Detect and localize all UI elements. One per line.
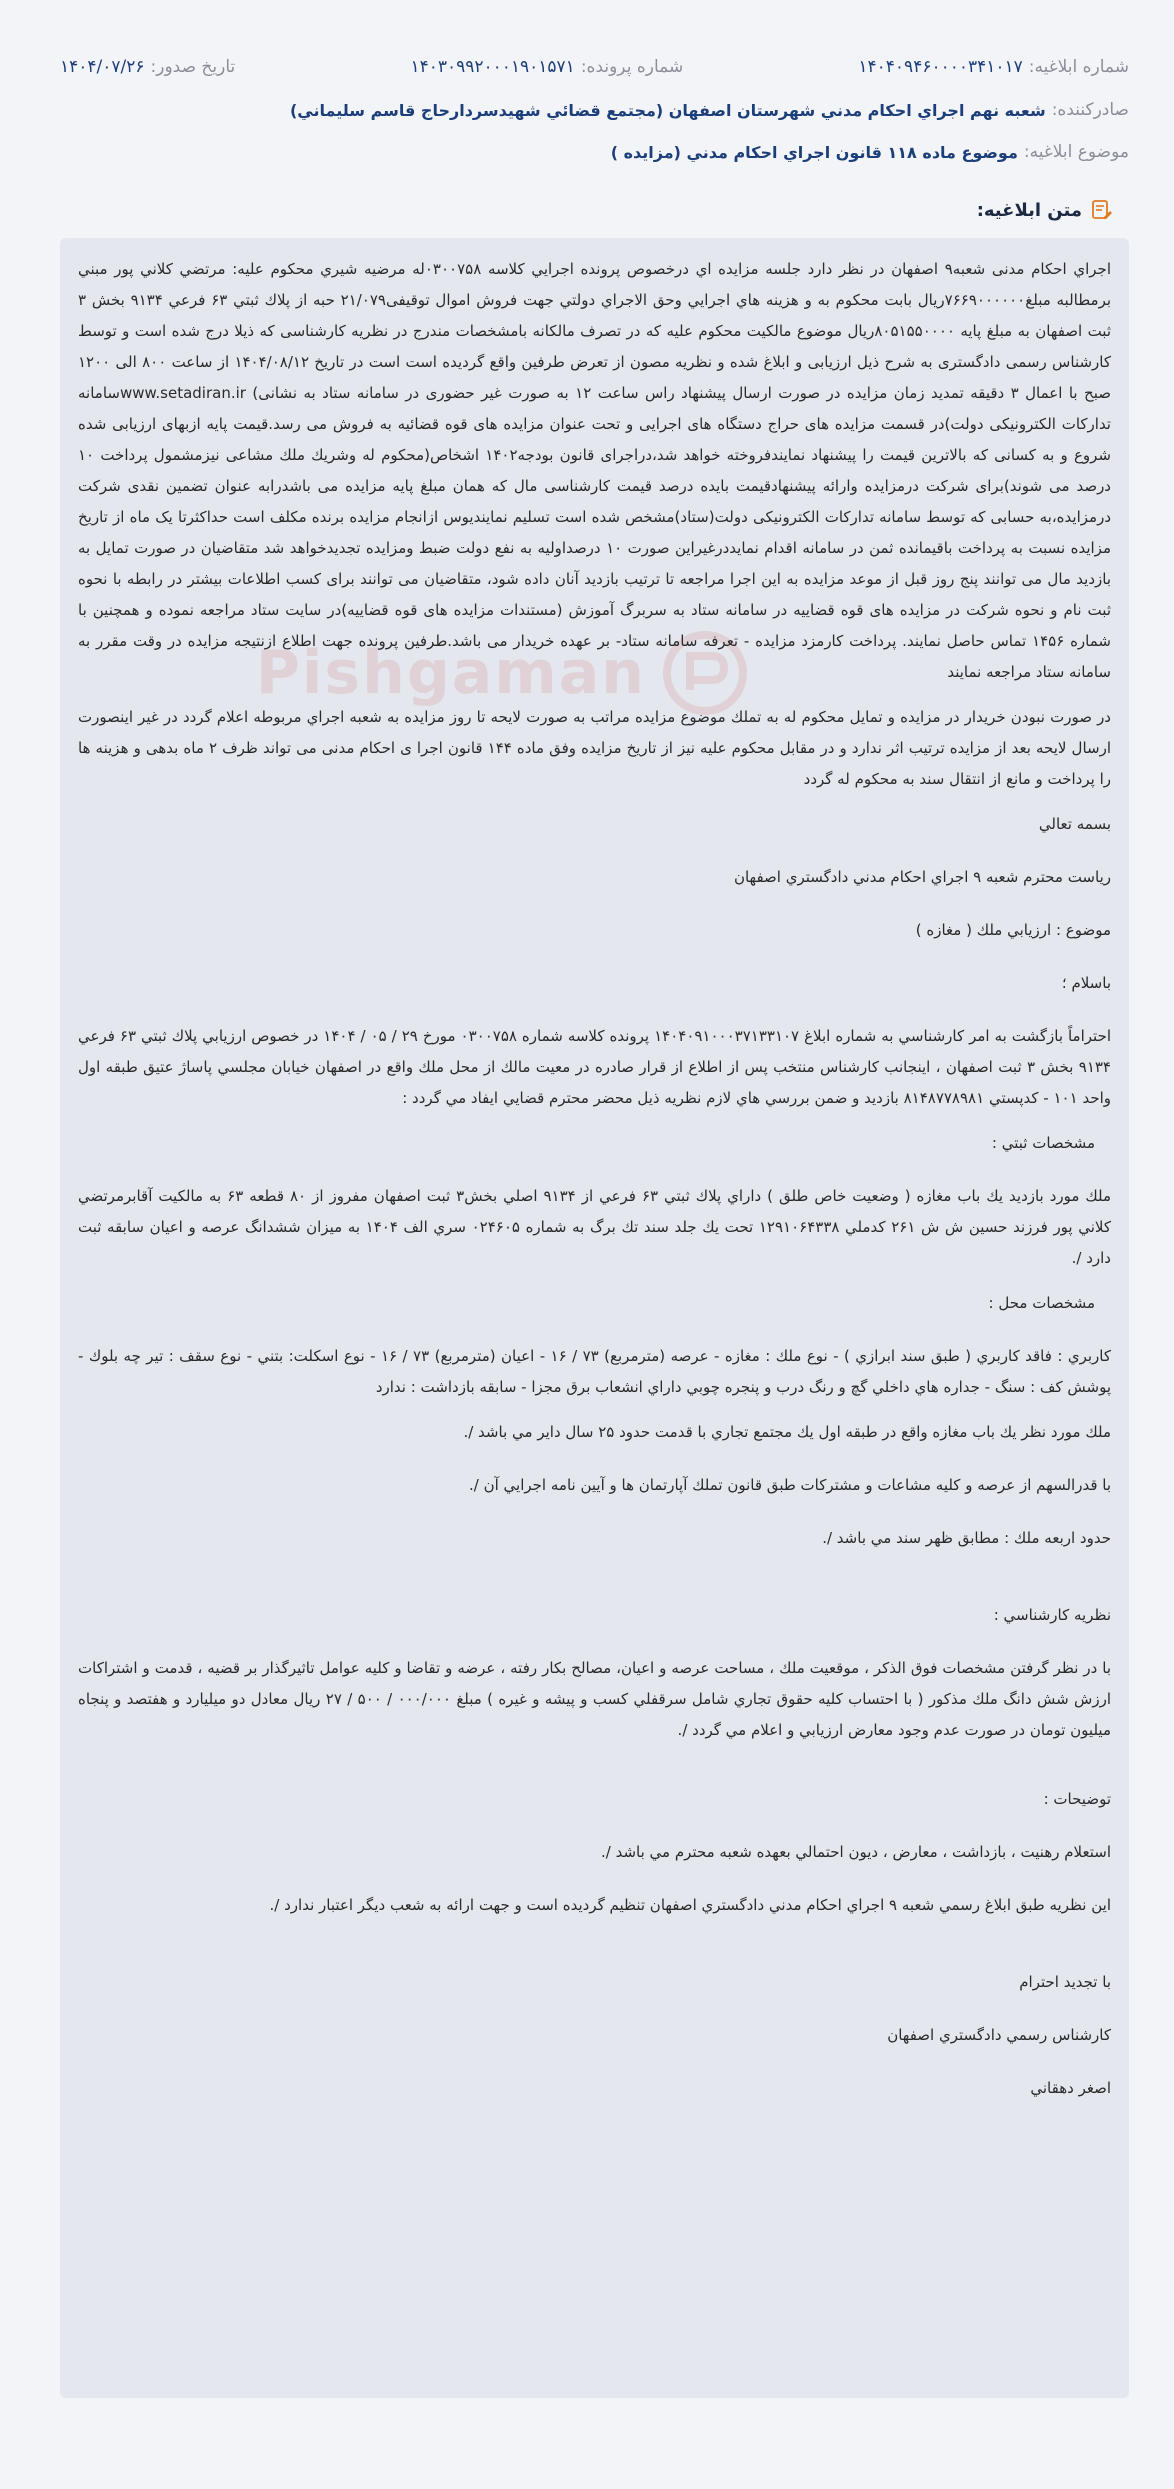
line-inquiry: استعلام رهنيت ، بازداشت ، معارض ، ديون احتمالي بعهده شعبه محترم مي باشد /. <box>601 1843 1111 1861</box>
line-boundaries: حدود اربعه ملك : مطابق ظهر سند مي باشد /. <box>822 1529 1111 1547</box>
issue-date: تاریخ صدور: ۱۴۰۴/۰۷/۲۶ <box>60 57 236 77</box>
notice-number: شماره ابلاغیه: ۱۴۰۴۰۹۴۶۰۰۰۰۳۴۱۰۱۷ <box>858 57 1129 77</box>
case-number: شماره پرونده: ۱۴۰۳۰۹۹۲۰۰۰۱۹۰۱۵۷۱ <box>410 57 684 77</box>
paragraph-location: كاربري : فاقد كاربري ( طبق سند ابرازي ) - نوع ملك : مغازه - عرصه (مترمربع) ۷۳ / ۱۶ - اعيان (مترمربع) ۷۳ / ۱۶ - نوع اسكلت: بتني - نوع سقف : تير چه بلوك - پوشش كف : سنگ - جداره هاي داخلي گچ و رنگ درب و پنجره چوبي داراي انشعاب برق مجزا - سابقه بازداشت : ندارد <box>78 1347 1111 1396</box>
document-edit-icon <box>1090 198 1114 222</box>
issuer: شعبه نهم اجراي احكام مدني شهرستان اصفهان (مجتمع قضائي شهيدسردارحاج قاسم سليماني) <box>289 100 1046 120</box>
paragraph-no-buyer: در صورت نبودن خريدار در مزايده و تمايل محكوم له به تملك موضوع مزايده مراتب به صورت لايحه تا روز مزايده به شعبه اجراي مربوطه اعلام گردد در غير اينصورت ارسال لايحه بعد از مزايده ترتيب اثر ندارد و در مقابل محكوم عليه نيز از تاريخ مزايده وفق ماده ۱۴۴ قانون اجرا ی احكام مدنی می تواند ظرف ۲ ماه بدهی و هزينه ها را پرداخت و مانع از انتقال سند به محكوم له گردد <box>78 708 1111 788</box>
line-expert-title: كارشناس رسمي دادگستري اصفهان <box>887 2026 1111 2044</box>
line-registry-specs: مشخصات ثبتي : <box>991 1134 1095 1152</box>
paragraph-valuation: با در نظر گرفتن مشخصات فوق الذكر ، موقعيت ملك ، مساحت عرصه و اعيان، مصالح بكار رفته ، عرضه و تقاضا و كليه عوامل تاثيرگذار بر قضيه ، قدمت و اشتراكات ارزش شش دانگ ملك مذكور ( با احتساب كليه حقوق تجاري شامل سرقفلي كسب و پيشه و غيره ) مبلغ ۰۰۰/۰۰۰ / ۵۰۰ / ۲۷ ريال معادل دو ميليارد و هفتصد و پنجاه ميليون تومان در صورت عدم وجود معارض ارزيابي و اعلام مي گردد /. <box>78 1659 1111 1739</box>
paragraph-report-intro: احتراماً بازگشت به امر كارشناسي به شماره ابلاغ ۱۴۰۴۰۹۱۰۰۰۳۷۱۳۳۱۰۷ پرونده كلاسه شماره ۰۳۰۰۷۵۸ مورخ ۲۹ / ۰۵ / ۱۴۰۴ در خصوص ارزيابي پلاك ثبتي ۶۳ فرعي ۹۱۳۴ بخش ۳ ثبت اصفهان ، اينجانب كارشناس منتخب پس از اطلاع از قرار صادره در معيت مالك از محل ملك واقع در اصفهان خيابان مجلسي پاساژ عتيق طبقه اول واحد ۱۰۱ - كدپستي ۸۱۴۸۷۷۸۹۸۱ بازديد و ضمن بررسي هاي لازم نظريه ذيل محضر محترم قضايي ايفاد مي گردد : <box>78 1027 1112 1107</box>
watermark: Pishgaman <box>150 618 750 728</box>
line-salam: باسلام ؛ <box>1061 974 1111 992</box>
line-validity: اين نظريه طبق ابلاغ رسمي شعبه ۹ اجراي احكام مدني دادگستري اصفهان تنظيم گرديده است و جهت ارائه به شعب ديگر اعتبار ندارد /. <box>269 1896 1111 1914</box>
issuer-row: صادرکننده: شعبه نهم اجراي احكام مدني شهرستان اصفهان (مجتمع قضائي شهيدسردارحاج قاسم سليماني) <box>289 100 1129 120</box>
paragraph-auction: اجراي احكام مدنی شعبه۹ اصفهان در نظر دارد جلسه مزايده اي درخصوص پرونده اجرايي كلاسه ۰۳۰۰۷۵۸له مرضيه شيري محكوم عليه: مرتضي كلاني پور مبني برمطالبه مبلغ۷۶۶۹۰۰۰۰۰۰ریال بابت محكوم به و هزينه هاي اجرايي وحق الاجراي دولتي جهت فروش اموال توقيفی۲۱/۰۷۹ حبه از پلاك ثبتي ۶۳ فرعي ۹۱۳۴ بخش ۳ ثبت اصفهان به مبلغ پايه ۸۰۵۱۵۵۰۰۰۰ريال موضوع مالكيت محكوم عليه كه در تصرف مالكانه بامشخصات مندرج در نظريه كارشناسی كه ذيلا درج شده است و توسط كارشناس رسمی دادگستری به شرح ذيل ارزيابی و ابلاغ شده و نظريه مصون از تعرض طرفين واقع گرديده است است در تاريخ ۱۴۰۴/۰۸/۱۲ از ساعت ۸۰۰ الی ۱۲۰۰ صبح با اعمال ۳ دقيقه تمديد زمان مزايده در صورت ارسال پيشنهاد راس ساعت ۱۲ به صورت غير حضوری در سامانه ستاد به نشانی) www.setadiran.irسامانه تداركات الكترونيكی دولت)در قسمت مزايده های حراج دستگاه های اجرايی و تحت عنوان مزايده های قوه قضائيه به فروش می رسد.قيمت پايه ازبهای ارزيابی شده شروع و به كسانی كه بالاترين قيمت را پيشنهاد نمايندفروخته خواهد شد،دراجرای قانون بودجه۱۴۰۲ اشخاص(محكوم له وشريك ملك مشاعی نيزمشمول پرداخت ۱۰ درصد می شوند)برای شركت درمزايده وارائه پيشنهادقيمت بايده درصد قيمت كارشناسی مال كه همان مبلغ پايه مزايده می باشدرابه عنوان تضمين نقدی شركت درمزايده،به حسابی كه توسط سامانه تداركات الكترونيكی دولت(ستاد)مشخص شده است تسليم نماينديوس ازانجام مزايده برنده مكلف است حداكثرتا يک ماه از تاريخ مزايده نسبت به پرداخت باقيمانده ثمن در سامانه اقدام نمايددرغيراين صورت ۱۰ درصداوليه به نفع دولت ضبط ومزايده تجديدخواهد شد متقاضيان در صورت تمايل به بازديد مال می توانند پنج روز قبل از موعد مزايده به اين اجرا مراجعه تا ترتيب بازديد آنان داده شود، متقاضيان می توانند برای كسب اطلاعات بيشتر در رابطه با نحوه ثبت نام و نحوه شركت در مزايده های قوه قضاييه در سامانه ستاد به سربرگ آموزش (مستندات مزايده های قوه قضاييه)در سايت ستاد مراجعه نموده و همچنين با شماره ۱۴۵۶ تماس حاصل نمايند. پرداخت كارمزد مزايده - تعرفه سامانه ستاد- بر عهده خريدار می باشد.طرفين پرونده جهت اطلاع ازنتيجه مزايده در وقت مقرر به سامانه ستاد مراجعه نمايند <box>78 260 1112 681</box>
line-expert-opinion: نظريه كارشناسي : <box>993 1606 1111 1624</box>
paragraph-registry: ملك مورد بازديد يك باب مغازه ( وضعيت خاص طلق ) داراي پلاك ثبتي ۶۳ فرعي از ۹۱۳۴ اصلي بخش۳ ثبت اصفهان مفروز از ۸۰ قطعه ۶۳ به مالكيت آقابرمرتضي كلاني پور فرزند حسين ش ش ۲۶۱ كدملي ۱۲۹۱۰۶۴۳۳۸ تحت يك جلد سند تك برگ به شماره ۰۲۴۶۰۵ سري الف ۱۴۰۴ به ميزان ششدانگ عرصه و اعيان سابقه ثبت دارد /. <box>78 1187 1112 1267</box>
line-basmeh: بسمه تعالي <box>1038 815 1111 833</box>
section-title: متن ابلاغیه: <box>977 198 1114 222</box>
line-expert-name: اصغر دهقاني <box>1030 2079 1111 2097</box>
line-shop: ملك مورد نظر يك باب مغازه واقع در طبقه اول يك مجتمع تجاري با قدمت حدود ۲۵ سال داير مي باشد /. <box>463 1423 1111 1441</box>
line-notes: توضيحات : <box>1043 1790 1111 1808</box>
line-location-specs: مشخصات محل : <box>988 1294 1095 1312</box>
subject: موضوع ماده ۱۱۸ قانون اجراي احكام مدني (مزايده ) <box>610 142 1018 162</box>
line-share: با قدرالسهم از عرصه و كليه مشاعات و مشتركات طبق قانون تملك آپارتمان ها و آيين نامه اجرايي آن /. <box>469 1476 1111 1494</box>
line-riasat: رياست محترم شعبه ۹ اجراي احكام مدني دادگستري اصفهان <box>733 868 1111 886</box>
line-mozoo: موضوع : ارزيابي ملك ( مغازه ) <box>915 921 1111 939</box>
line-regards: با تجديد احترام <box>1019 1973 1111 1991</box>
meta-row-numbers <box>60 57 1129 77</box>
notice-body <box>60 238 1129 2398</box>
subject-row: موضوع ابلاغیه: موضوع ماده ۱۱۸ قانون اجراي احكام مدني (مزايده ) <box>610 142 1129 162</box>
